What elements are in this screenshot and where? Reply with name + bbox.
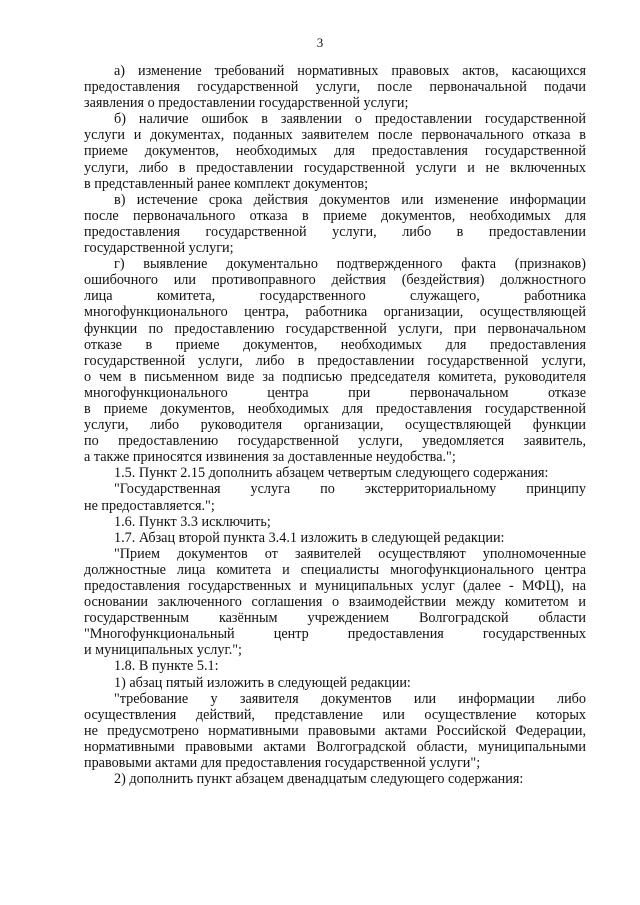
- text-line: не предусмотрено нормативными правовыми актами Российской Федерации,: [84, 722, 586, 739]
- text-line: в приеме документов, необходимых для предоставления государственной: [84, 400, 586, 417]
- text-line: функции по предоставлению государственной услуги, при первоначальном: [84, 320, 586, 337]
- text-line: отказе в приеме документов, необходимых для предоставления: [84, 336, 586, 353]
- text-line: в представленный ранее комплект документов;: [84, 175, 369, 192]
- text-line: и муниципальных услуг.";: [84, 642, 242, 659]
- text-line: услуги, либо в предоставлении государственной услуги и не включенных: [84, 159, 586, 176]
- text-line: 2) дополнить пункт абзацем двенадцатым следующего содержания:: [114, 771, 524, 788]
- text-line: не предоставляется.";: [84, 497, 215, 514]
- page-number: 3: [316, 35, 324, 50]
- text-line: 1.7. Абзац второй пункта 3.4.1 изложить в следующей редакции:: [114, 529, 505, 546]
- text-line: предоставления государственной услуги, либо в предоставлении: [84, 223, 586, 240]
- text-line: государственной услуги;: [84, 240, 234, 257]
- text-line: осуществления действий, представление или осуществление которых: [84, 706, 586, 723]
- text-line: а также приносятся извинения за доставленные неудобства.";: [84, 449, 456, 466]
- text-line: предоставления государственной услуги, после первоначальной подачи: [84, 79, 586, 96]
- text-line: в) истечение срока действия документов или изменение информации: [114, 191, 586, 208]
- text-line: заявления о предоставлении государственной услуги;: [84, 95, 409, 112]
- text-line: "Многофункциональный центр предоставления государственных: [84, 626, 586, 643]
- text-line: лица комитета, государственного служащего, работника: [84, 288, 586, 305]
- text-line: а) изменение требований нормативных правовых актов, касающихся: [114, 63, 586, 79]
- text-line: "требование у заявителя документов или информации либо: [114, 690, 586, 707]
- text-line: государственным казённым учреждением Волгоградской области: [84, 610, 586, 627]
- text-line: государственной услуги, либо в предоставлении государственной услуги,: [84, 352, 586, 369]
- text-line: многофункционального центра при первоначальном отказе: [84, 384, 586, 401]
- text-line: предоставления государственных и муниципальных услуг (далее - МФЦ), на: [84, 578, 586, 594]
- text-line: правовыми актами для предоставления государственной услуги";: [84, 755, 481, 772]
- text-line: нормативными правовыми актами Волгоградской области, муниципальными: [84, 738, 586, 755]
- text-line: после первоначального отказа в приеме документов, необходимых для: [84, 207, 586, 224]
- text-line: 1.8. В пункте 5.1:: [114, 658, 219, 675]
- text-line: "Государственная услуга по экстерриториальному принципу: [114, 481, 586, 498]
- text-line: 1.5. Пункт 2.15 дополнить абзацем четвертым следующего содержания:: [114, 465, 549, 482]
- text-line: г) выявление документально подтвержденного факта (признаков): [114, 256, 586, 273]
- text-line: "Прием документов от заявителей осуществляют уполномоченные: [114, 545, 586, 562]
- text-line: услуги и документах, поданных заявителем после первоначального отказа в: [84, 127, 586, 144]
- text-line: по предоставлению государственной услуги, уведомляется заявитель,: [84, 433, 586, 450]
- text-line: ошибочного или противоправного действия (бездействия) должностного: [84, 272, 586, 289]
- text-line: б) наличие ошибок в заявлении о предоставлении государственной: [114, 111, 586, 128]
- document-body: [84, 63, 586, 787]
- text-line: многофункционального центра, работника организации, осуществляющей: [84, 304, 586, 321]
- text-line: о чем в письменном виде за подписью председателя комитета, руководителя: [84, 368, 586, 385]
- text-line: услуги, либо руководителя организации, осуществляющей функции: [84, 417, 586, 434]
- text-line: 1.6. Пункт 3.3 исключить;: [114, 513, 271, 530]
- text-line: основании заключенного соглашения о взаимодействии между комитетом и: [84, 594, 586, 611]
- text-line: должностные лица комитета и специалисты многофункционального центра: [84, 561, 586, 578]
- text-line: приеме документов, необходимых для предоставления государственной: [84, 143, 586, 160]
- text-line: 1) абзац пятый изложить в следующей редакции:: [114, 674, 411, 691]
